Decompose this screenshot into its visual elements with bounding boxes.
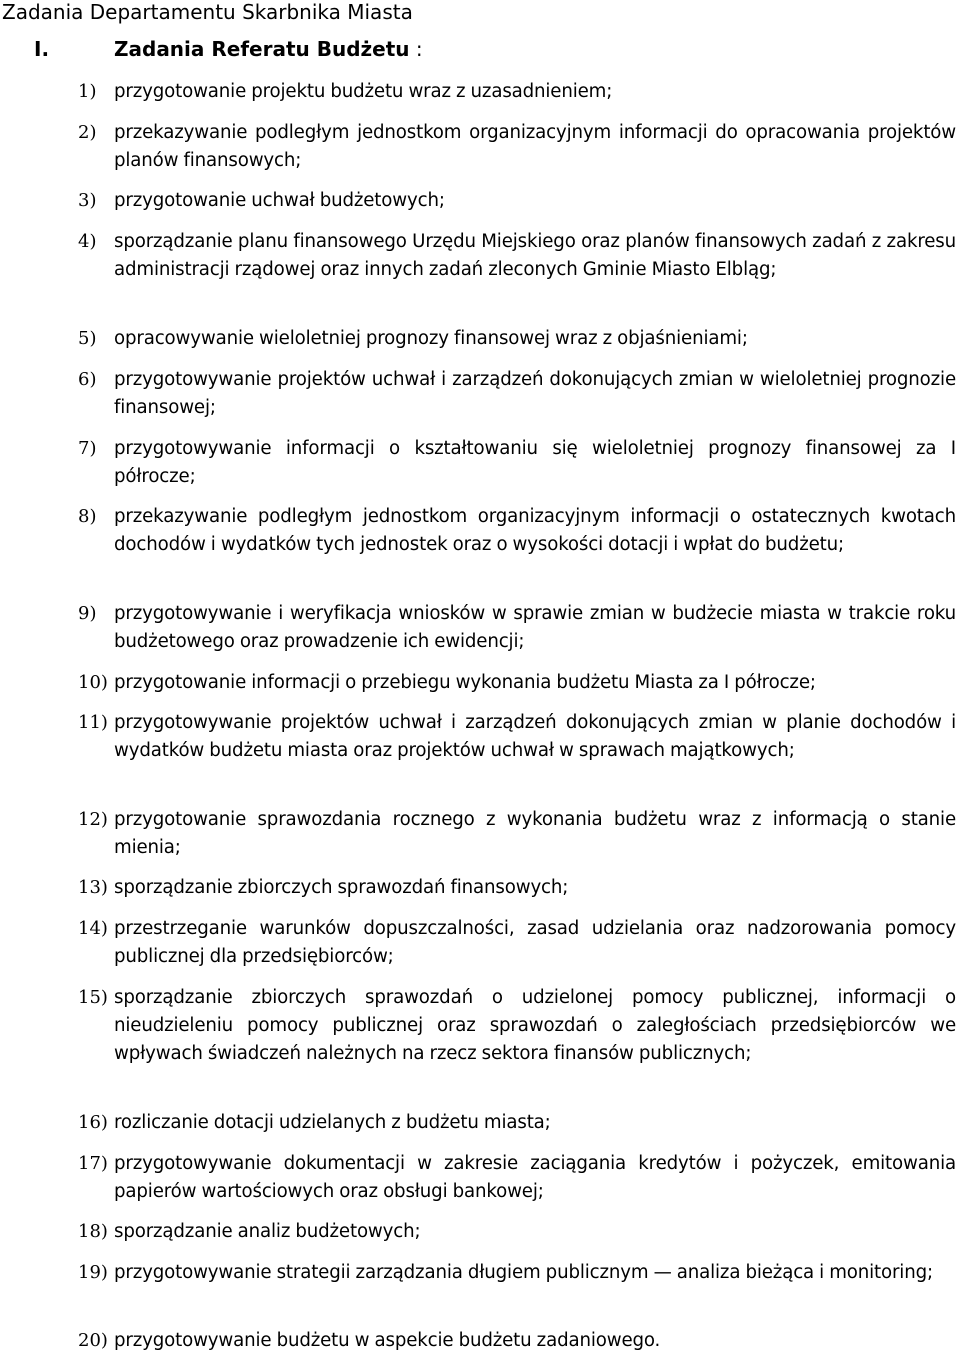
task-text: przekazywanie podległym jednostkom organizacyjnym informacji o ostatecznych kwotach dochodów i wydatków tych jednostek oraz o wysokości dotacji i wpłat do budżetu; [114, 506, 956, 555]
task-text: sporządzanie zbiorczych sprawozdań o udzielonej pomocy publicznej, informacji o nieudzieleniu pomocy publicznej oraz sprawozdań o zaległościach przedsiębiorców we wpływach świadczeń należnych na rzecz sektora finansów publicznych; [114, 987, 956, 1064]
task-number: 5) [78, 328, 97, 349]
task-text: przygotowywanie strategii zarządzania długiem publicznym — analiza bieżąca i monitoring; [114, 1262, 933, 1283]
task-text: sporządzanie zbiorczych sprawozdań finansowych; [114, 877, 569, 898]
task-text: przygotowanie uchwał budżetowych; [114, 190, 445, 211]
task-number: 1) [78, 81, 97, 102]
task-text: przygotowywanie dokumentacji w zakresie zaciągania kredytów i pożyczek, emitowania papierów wartościowych oraz obsługi bankowej; [114, 1153, 956, 1202]
task-number: 16) [78, 1112, 108, 1133]
task-number: 3) [78, 190, 97, 211]
task-text: przygotowanie projektu budżetu wraz z uzasadnieniem; [114, 81, 613, 102]
task-number: 19) [78, 1262, 108, 1283]
task-number: 17) [78, 1153, 108, 1174]
task-text: przygotowanie sprawozdania rocznego z wykonania budżetu wraz z informacją o stanie mienia; [114, 809, 956, 858]
task-text: przygotowywanie informacji o kształtowaniu się wieloletniej prognozy finansowej za I półrocze; [114, 438, 956, 487]
task-text: sporządzanie analiz budżetowych; [114, 1221, 421, 1242]
task-number: 20) [78, 1330, 108, 1351]
task-number: 2) [78, 122, 97, 143]
section-heading-text: Zadania Referatu Budżetu [114, 37, 410, 61]
task-text: przygotowywanie projektów uchwał i zarządzeń dokonujących zmian w wieloletniej prognozie finansowej; [114, 369, 956, 418]
task-text: sporządzanie planu finansowego Urzędu Miejskiego oraz planów finansowych zadań z zakresu administracji rządowej oraz innych zadań zleconych Gminie Miasto Elbląg; [114, 231, 956, 280]
task-text: przygotowywanie i weryfikacja wniosków w sprawie zmian w budżecie miasta w trakcie roku budżetowego oraz prowadzenie ich ewidencji; [114, 603, 956, 652]
section-heading-suffix: : [409, 37, 423, 61]
task-text: przekazywanie podległym jednostkom organizacyjnym informacji do opracowania projektów planów finansowych; [114, 122, 956, 171]
task-number: 12) [78, 809, 108, 830]
document-title: Zadania Departamentu Skarbnika Miasta [2, 0, 413, 24]
task-number: 9) [78, 603, 97, 624]
task-number: 8) [78, 506, 97, 527]
task-text: przygotowanie informacji o przebiegu wykonania budżetu Miasta za I półrocze; [114, 672, 816, 693]
task-text: opracowywanie wieloletniej prognozy finansowej wraz z objaśnieniami; [114, 328, 748, 349]
section-heading [34, 35, 423, 63]
task-number: 18) [78, 1221, 108, 1242]
task-number: 14) [78, 918, 108, 939]
task-number: 13) [78, 877, 108, 898]
task-text: rozliczanie dotacji udzielanych z budżetu miasta; [114, 1112, 551, 1133]
task-number: 15) [78, 987, 108, 1008]
task-number: 6) [78, 369, 97, 390]
task-number: 10) [78, 672, 108, 693]
task-number: 4) [78, 231, 97, 252]
task-number: 7) [78, 438, 97, 459]
task-text: przygotowywanie budżetu w aspekcie budżetu zadaniowego. [114, 1330, 661, 1351]
task-text: przygotowywanie projektów uchwał i zarządzeń dokonujących zmian w planie dochodów i wydatków budżetu miasta oraz projektów uchwał w sprawach majątkowych; [114, 712, 956, 761]
section-number: I. [34, 37, 50, 61]
task-number: 11) [78, 712, 108, 733]
task-text: przestrzeganie warunków dopuszczalności, zasad udzielania oraz nadzorowania pomocy publicznej dla przedsiębiorców; [114, 918, 956, 967]
